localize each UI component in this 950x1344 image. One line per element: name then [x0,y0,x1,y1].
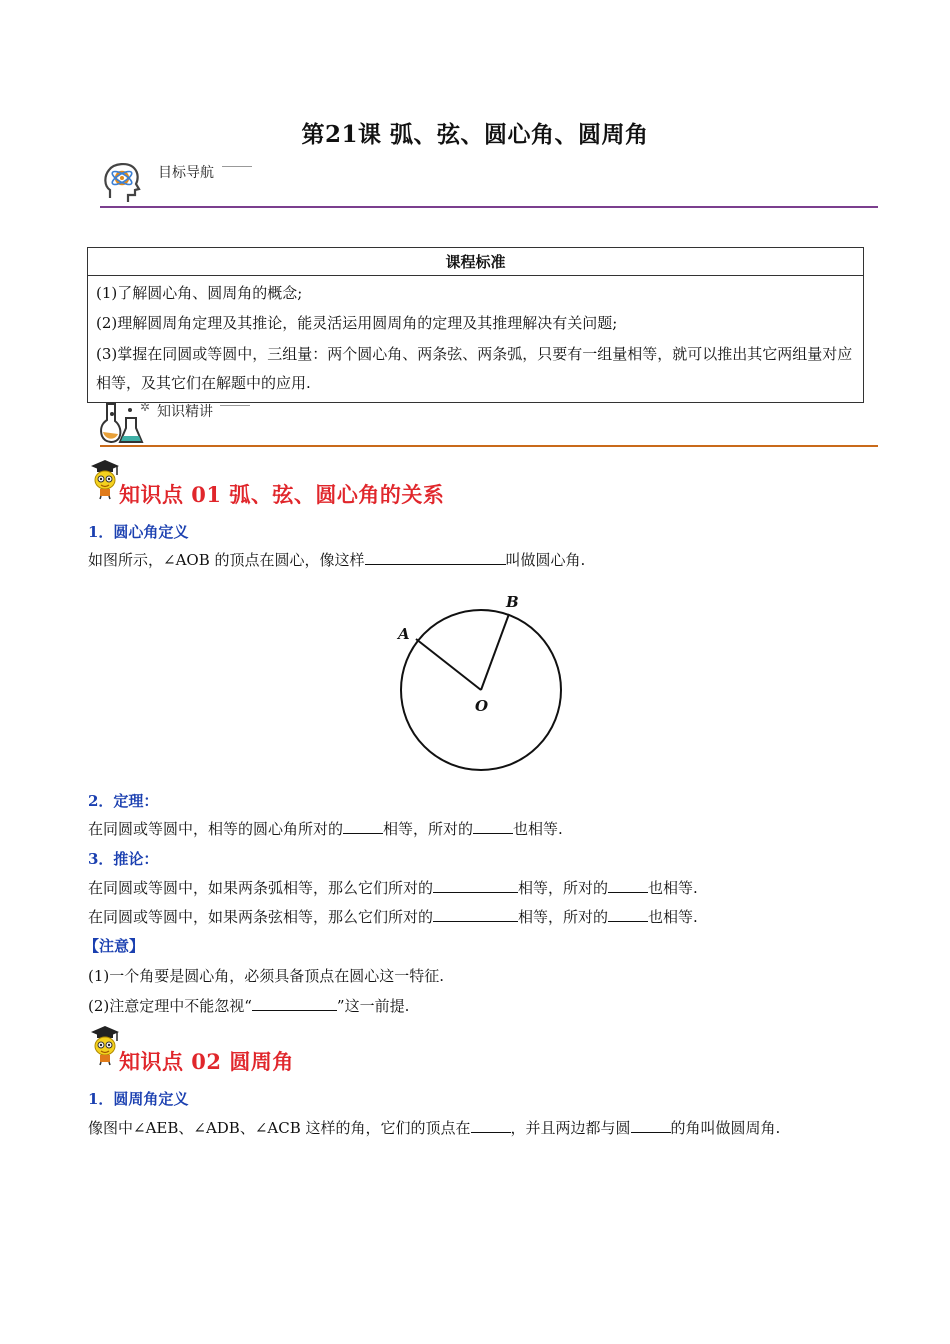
kp2-def-blank-1[interactable] [471,1117,511,1133]
standards-body [88,276,864,403]
orange-divider [100,445,878,447]
cor1-text-c: 也相等. [648,879,698,897]
kp1-corollary-title: 3．推论： [88,850,159,868]
flask-icon [98,400,146,446]
knowledge-sparkle-icon: ✲ [140,400,151,414]
cor1-text-b: 相等，所对的 [518,879,609,897]
theorem-blank-1[interactable] [343,818,383,834]
theorem-text-a: 在同圆或等圆中，相等的圆心角所对的 [88,820,344,838]
kp2-def-line [88,1117,780,1139]
knowledge-label: 知识精讲 [157,404,213,420]
radius-ob [481,614,509,690]
kp1-corollary-line-2 [88,906,698,928]
standard-item: (3)掌握在同圆或等圆中，三组量：两个圆心角、两条弦、两条弧，只要有一组量相等，就可以推出其它两组量对应相等，及其它们在解题中的应用. [96,345,853,392]
kp1-def-line [88,549,585,571]
note2-text-a: (2)注意定理中不能忽视“ [88,997,252,1015]
kp2-def-text-a: 像图中∠AEB、∠ADB、∠ACB 这样的角，它们的顶点在 [88,1119,471,1137]
note2-text-b: ”这一前提. [336,997,410,1015]
graduate-mascot-icon [88,1024,122,1066]
kp1-theorem-title: 2．定理： [88,792,159,810]
kp2-def-text-b: ，并且两边都与圆 [510,1119,631,1137]
kp1-def-pre: 如图所示，∠AOB 的顶点在圆心，像这样 [88,551,365,569]
kp2-def-blank-2[interactable] [631,1117,671,1133]
point-o-label: O [475,697,489,715]
radius-oa [416,639,481,690]
kp1-corollary-line-1 [88,877,698,899]
kp2-def-title: 1．圆周角定义 [88,1090,189,1108]
kp1-note-1: (1)一个角要是圆心角，必须具备顶点在圆心这一特征. [88,967,445,985]
knowledge-underline [220,405,250,406]
cor2-text-b: 相等，所对的 [518,908,609,926]
kp1-title: 知识点 01 弧、弦、圆心角的关系 [119,482,445,507]
kp2-title: 知识点 02 圆周角 [119,1049,294,1074]
kp1-def-post: 叫做圆心角. [505,551,586,569]
cor2-text-c: 也相等. [648,908,698,926]
cor1-blank-1[interactable] [433,877,518,893]
kp1-theorem-line [88,818,563,840]
cor2-blank-1[interactable] [433,906,518,922]
standard-item: (2)理解圆周角定理及其推论，能灵活运用圆周角的定理及其推理解决有关问题; [96,314,618,332]
kp1-note-2 [88,995,409,1017]
cor1-blank-2[interactable] [608,877,648,893]
standards-header: 课程标准 [88,248,864,276]
cor2-blank-2[interactable] [608,906,648,922]
theorem-blank-2[interactable] [473,818,513,834]
purple-divider [100,206,878,208]
standard-item: (1)了解圆心角、圆周角的概念; [96,284,303,302]
page-title: 第21课 弧、弦、圆心角、圆周角 [301,121,649,148]
target-nav-label: 目标导航 [158,165,214,181]
cor1-text-a: 在同圆或等圆中，如果两条弧相等，那么它们所对的 [88,879,434,897]
kp2-def-text-c: 的角叫做圆周角. [670,1119,781,1137]
brain-gear-icon [100,158,148,206]
standards-table [87,247,864,403]
cor2-text-a: 在同圆或等圆中，如果两条弦相等，那么它们所对的 [88,908,434,926]
point-b-label: B [506,593,519,611]
graduate-mascot-icon [88,458,122,500]
central-angle-figure [392,588,572,778]
theorem-text-c: 也相等. [513,820,563,838]
point-a-label: A [398,625,410,643]
kp1-def-blank[interactable] [365,549,506,565]
note2-blank[interactable] [252,995,337,1011]
kp1-note-title: 【注意】 [84,937,145,955]
target-nav-underline [222,166,252,167]
kp1-def-title: 1．圆心角定义 [88,523,189,541]
theorem-text-b: 相等，所对的 [383,820,474,838]
